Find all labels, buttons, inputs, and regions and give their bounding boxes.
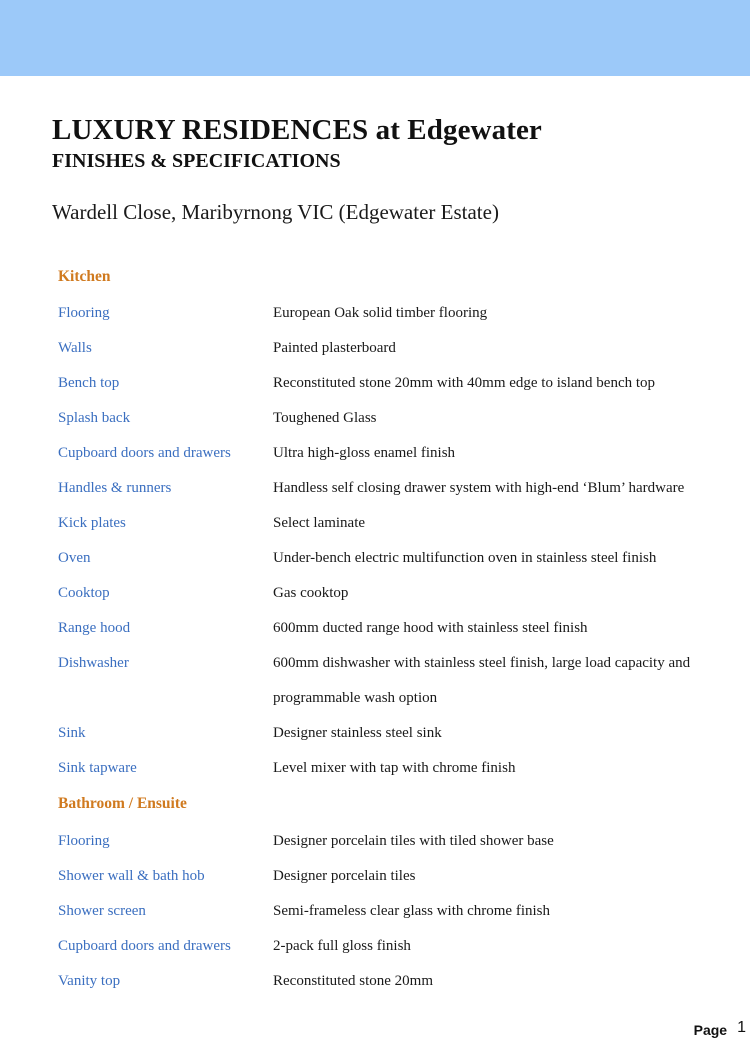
spec-label: Flooring (58, 833, 110, 849)
spec-label: Walls (58, 340, 92, 356)
spec-row (0, 973, 750, 993)
spec-row (0, 655, 750, 675)
spec-row (0, 480, 750, 500)
spec-label: Cupboard doors and drawers (58, 445, 231, 461)
page-number (693, 1019, 746, 1040)
page-label: Page (693, 1022, 728, 1038)
spec-label: Sink (58, 725, 86, 741)
spec-value: 600mm ducted range hood with stainless steel finish (273, 620, 588, 636)
page-number-value: 1 (737, 1019, 746, 1036)
spec-row (0, 833, 750, 853)
spec-label: Vanity top (58, 973, 121, 989)
spec-row (0, 305, 750, 325)
spec-value-continuation: programmable wash option (273, 690, 438, 706)
spec-label: Cooktop (58, 585, 110, 601)
spec-label: Dishwasher (58, 655, 129, 671)
spec-row (0, 620, 750, 640)
document-subtitle: FINISHES & SPECIFICATIONS (52, 150, 341, 172)
spec-value: Designer porcelain tiles (273, 868, 416, 884)
spec-label: Handles & runners (58, 480, 172, 496)
section-heading-kitchen: Kitchen (58, 268, 111, 285)
spec-row (0, 585, 750, 605)
spec-label: Kick plates (58, 515, 126, 531)
spec-value: Handless self closing drawer system with high-end ‘Blum’ hardware (273, 480, 685, 496)
spec-label: Bench top (58, 375, 120, 391)
spec-row (0, 760, 750, 780)
spec-label: Cupboard doors and drawers (58, 938, 231, 954)
spec-label: Shower screen (58, 903, 146, 919)
spec-row (0, 903, 750, 923)
spec-row (0, 868, 750, 888)
spec-row (0, 445, 750, 465)
spec-row (0, 410, 750, 430)
spec-value: Reconstituted stone 20mm (273, 973, 433, 989)
property-address: Wardell Close, Maribyrnong VIC (Edgewater Estate) (52, 200, 499, 224)
spec-label: Flooring (58, 305, 110, 321)
spec-label: Shower wall & bath hob (58, 868, 205, 884)
spec-row (0, 375, 750, 395)
spec-value: Select laminate (273, 515, 366, 531)
spec-value: Reconstituted stone 20mm with 40mm edge to island bench top (273, 375, 656, 391)
spec-value: Level mixer with tap with chrome finish (273, 760, 516, 776)
spec-value: Semi-frameless clear glass with chrome finish (273, 903, 551, 919)
spec-value: Under-bench electric multifunction oven in stainless steel finish (273, 550, 657, 566)
spec-value: 2-pack full gloss finish (273, 938, 411, 954)
spec-row (0, 550, 750, 570)
spec-row (0, 725, 750, 745)
section-heading-bathroom: Bathroom / Ensuite (58, 795, 187, 812)
spec-value: Painted plasterboard (273, 340, 396, 356)
spec-value: Toughened Glass (273, 410, 377, 426)
spec-label: Oven (58, 550, 91, 566)
spec-row (0, 938, 750, 958)
spec-value: Ultra high-gloss enamel finish (273, 445, 456, 461)
spec-value: 600mm dishwasher with stainless steel finish, large load capacity and (273, 655, 691, 671)
spec-value: Designer stainless steel sink (273, 725, 442, 741)
spec-value: Designer porcelain tiles with tiled shower base (273, 833, 554, 849)
spec-label: Splash back (58, 410, 131, 426)
spec-label: Range hood (58, 620, 131, 636)
spec-label: Sink tapware (58, 760, 137, 776)
header-band (0, 0, 750, 76)
spec-row (0, 340, 750, 360)
document-title: LUXURY RESIDENCES at Edgewater (52, 114, 542, 146)
spec-value: European Oak solid timber flooring (273, 305, 488, 321)
spec-row (0, 515, 750, 535)
spec-value: Gas cooktop (273, 585, 349, 601)
spec-row-continuation (0, 690, 750, 710)
